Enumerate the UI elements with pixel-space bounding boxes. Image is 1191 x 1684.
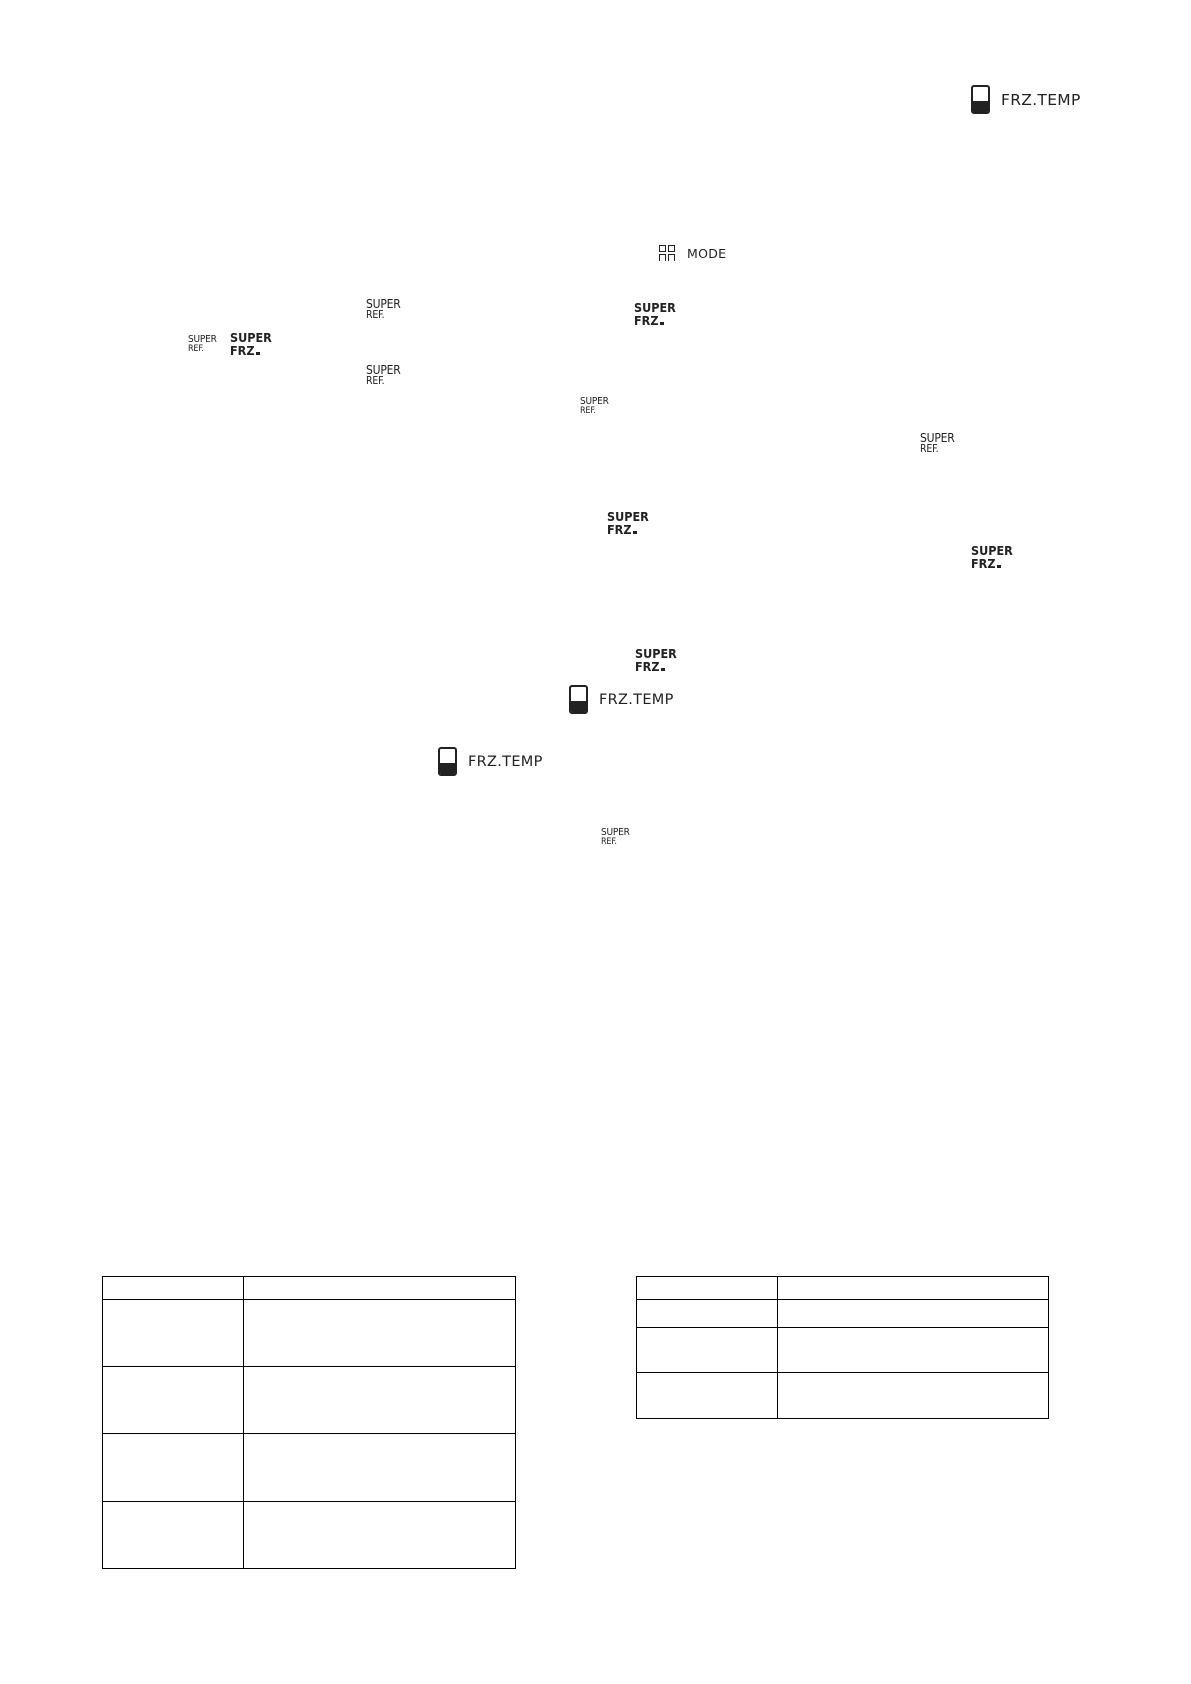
freezer-temp-icon <box>438 747 457 776</box>
spec-table-left <box>102 1276 516 1569</box>
table-row <box>103 1300 516 1367</box>
table-header-row <box>103 1277 516 1300</box>
table-cell <box>637 1328 778 1373</box>
table-header-cell <box>244 1277 516 1300</box>
table-cell <box>244 1502 516 1569</box>
frz-temp-button-icon <box>971 85 1081 114</box>
super-ref-icon: SUPER REF. <box>601 827 630 847</box>
super-frz-icon: SUPER FRZ <box>971 543 1013 571</box>
mode-button-icon <box>659 245 726 261</box>
frz-temp-label: FRZ.TEMP <box>1001 90 1081 109</box>
frz-temp-button-icon <box>438 747 543 776</box>
table-row <box>637 1300 1049 1328</box>
frz-temp-label: FRZ.TEMP <box>468 753 543 770</box>
super-ref-icon: SUPER REF. <box>366 363 401 387</box>
frz-temp-label: FRZ.TEMP <box>599 691 674 708</box>
super-frz-icon: SUPER FRZ <box>230 330 272 358</box>
table-row <box>103 1434 516 1502</box>
table-row <box>103 1502 516 1569</box>
table-header-row <box>637 1277 1049 1300</box>
table-cell <box>244 1367 516 1434</box>
table-cell <box>637 1300 778 1328</box>
mode-label: MODE <box>687 245 727 261</box>
super-ref-icon: SUPER REF. <box>920 431 955 455</box>
table-header-cell <box>778 1277 1049 1300</box>
super-ref-icon: SUPER REF. <box>188 334 217 354</box>
super-ref-icon: SUPER REF. <box>366 297 401 321</box>
table-cell <box>103 1502 244 1569</box>
table-cell <box>103 1434 244 1502</box>
table-header-cell <box>637 1277 778 1300</box>
table-cell <box>103 1367 244 1434</box>
table-cell <box>244 1434 516 1502</box>
frz-temp-button-icon <box>569 685 674 714</box>
table-row <box>103 1367 516 1434</box>
table-row <box>637 1328 1049 1373</box>
freezer-temp-icon <box>971 85 990 114</box>
freezer-temp-icon <box>569 685 588 714</box>
table-header-cell <box>103 1277 244 1300</box>
super-ref-icon: SUPER REF. <box>580 396 609 416</box>
super-frz-icon: SUPER FRZ <box>607 509 649 537</box>
table-cell <box>778 1373 1049 1419</box>
super-frz-icon: SUPER FRZ <box>634 300 676 328</box>
mode-icon <box>659 245 675 261</box>
spec-table-right <box>636 1276 1049 1419</box>
super-frz-icon: SUPER FRZ <box>635 646 677 674</box>
table-cell <box>244 1300 516 1367</box>
table-cell <box>103 1300 244 1367</box>
table-cell <box>778 1328 1049 1373</box>
table-row <box>637 1373 1049 1419</box>
table-cell <box>637 1373 778 1419</box>
table-cell <box>778 1300 1049 1328</box>
